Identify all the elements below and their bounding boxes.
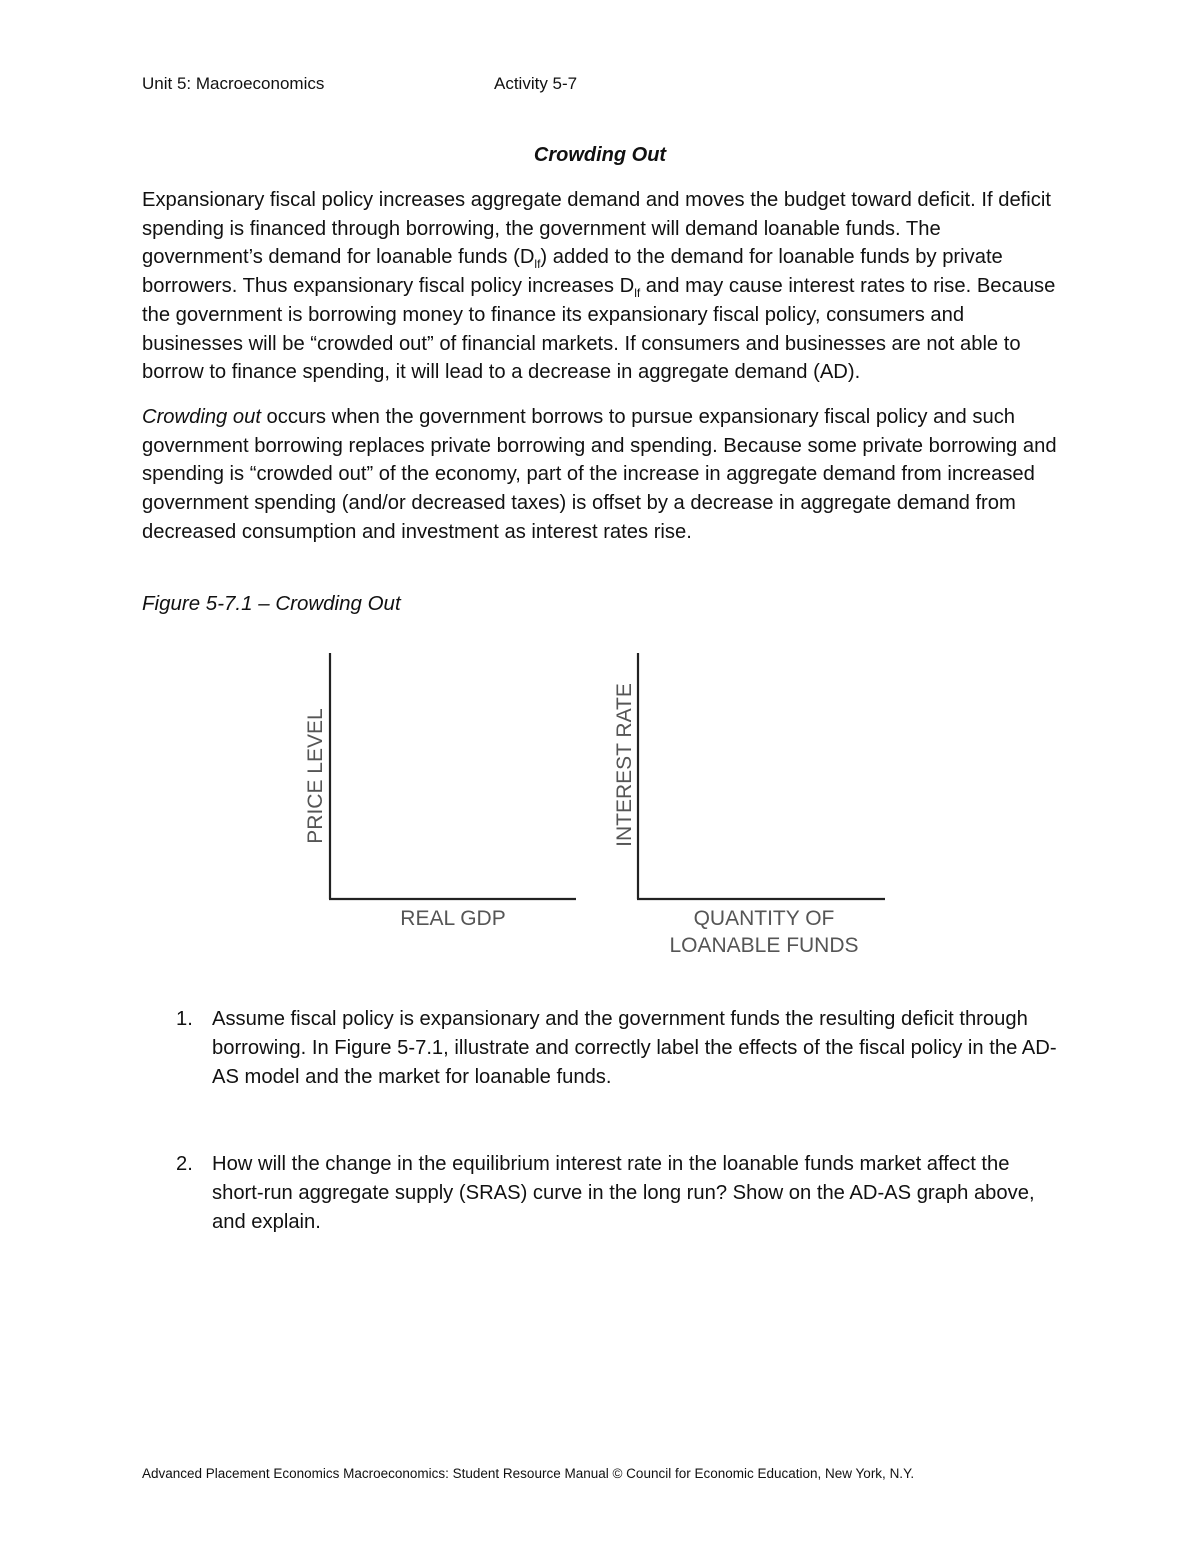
question-number: 2. (176, 1153, 193, 1175)
body-text (142, 186, 1060, 562)
page-title: Crowding Out (533, 144, 667, 166)
header-unit: Unit 5: Macroeconomics (142, 74, 325, 93)
question-number: 1. (176, 1008, 193, 1030)
lf-y-label: INTEREST RATE (613, 683, 636, 847)
definition-text: occurs when the government borrows to pursue expansionary fiscal policy and such government borrowing replaces private borrowing and spending. Because some private borrowing and spending is “crowded out” of the economy, part of the increase in aggregate demand from increased government spending (and/or decreased taxes) is offset by a decrease in aggregate demand from decreased consumption and investment as interest rates rise. (142, 405, 1057, 543)
intro-text-1: Expansionary fiscal policy increases aggregate demand and moves the budget toward deficit. If deficit spending is financed through borrowing, the government will demand loanable funds. The government’s demand for loanable funds (D (142, 189, 1051, 269)
lf-x-label-line1: QUANTITY OF (693, 907, 835, 930)
question-item (142, 1005, 1060, 1092)
lf-x-label-line2: LOANABLE FUNDS (669, 934, 859, 957)
adas-y-label: PRICE LEVEL (304, 708, 327, 844)
definition-term: Crowding out (142, 405, 261, 428)
figure-caption: Figure 5-7.1 – Crowding Out (142, 592, 401, 615)
question-text: Assume fiscal policy is expansionary and the government funds the resulting deficit through borrowing. In Figure 5-7.1, illustrate and correctly label the effects of the fiscal policy in the AD-AS model and the market for loanable funds. (212, 1008, 1057, 1088)
page-header (142, 74, 1042, 98)
intro-paragraph (142, 186, 1060, 387)
header-activity: Activity 5-7 (494, 74, 578, 93)
question-item (142, 1150, 1060, 1237)
adas-x-label: REAL GDP (400, 907, 506, 930)
figure-svg (290, 640, 910, 970)
adas-graph (304, 653, 576, 930)
intro-subscript-1: lf (534, 257, 541, 272)
intro-text-3: and may cause interest rates to rise. Because the government is borrowing money to finance its expansionary fiscal policy, consumers and businesses will be “crowded out” of financial markets. If consumers and businesses are not able to borrow to finance spending, it will lead to a decrease in aggregate demand (AD). (142, 275, 1056, 384)
figure-graphs (290, 640, 910, 975)
loanable-funds-graph (613, 653, 885, 957)
page-footer: Advanced Placement Economics Macroeconomics: Student Resource Manual © Council for Economic Education, New York, N.Y. (142, 1466, 915, 1481)
question-text: How will the change in the equilibrium interest rate in the loanable funds market affect the short-run aggregate supply (SRAS) curve in the long run? Show on the AD-AS graph above, and explain. (212, 1153, 1035, 1233)
intro-subscript-2: lf (634, 286, 641, 301)
intro-text-2: ) added to the demand for loanable funds by private borrowers. Thus expansionary fiscal policy increases D (142, 246, 1003, 298)
question-list (142, 1005, 1060, 1237)
definition-paragraph (142, 403, 1060, 547)
